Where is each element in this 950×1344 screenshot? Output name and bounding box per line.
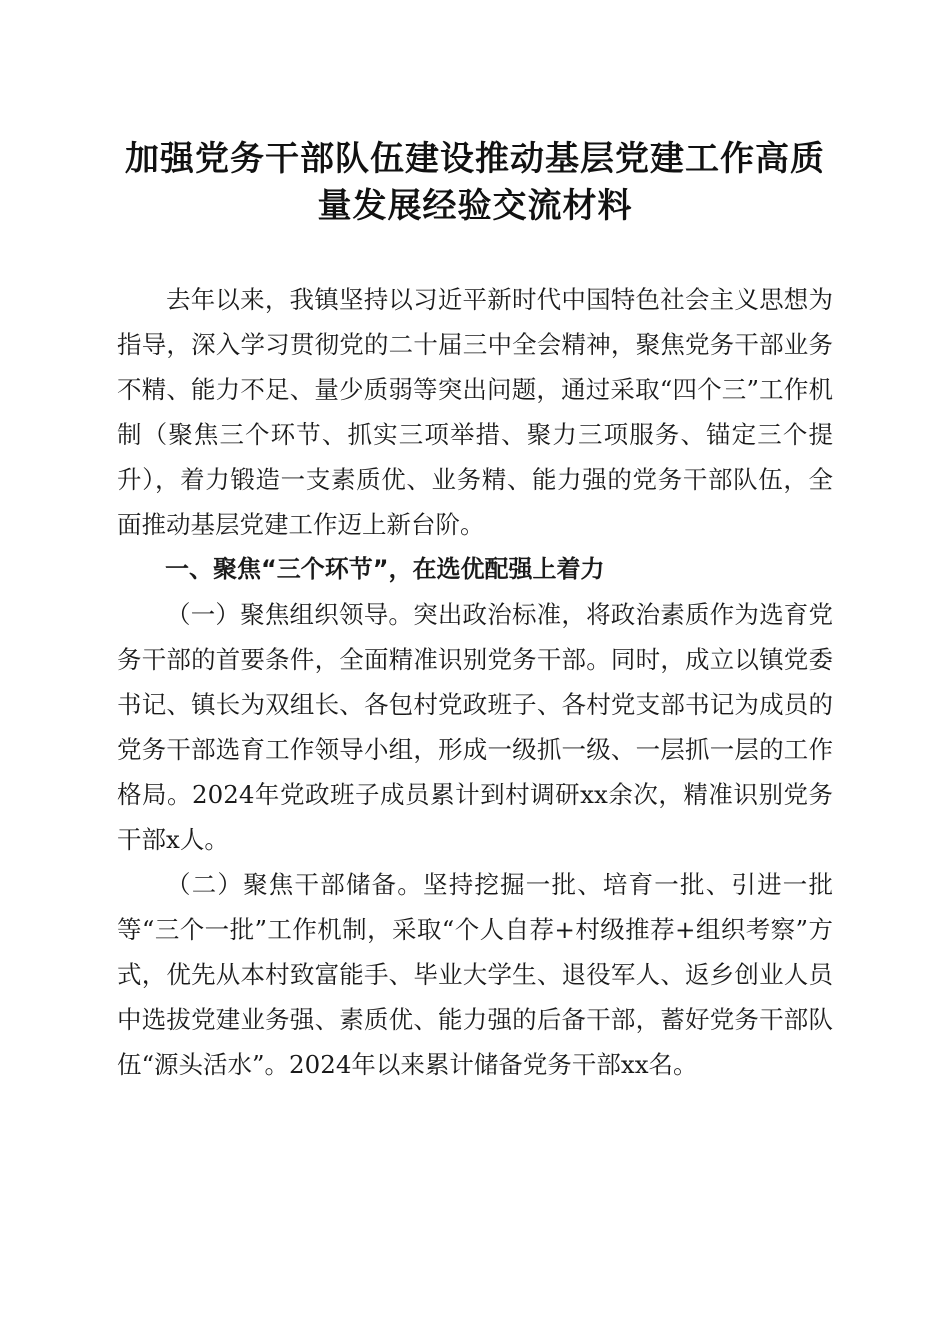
section1-item2-paragraph: （二）聚焦干部储备。坚持挖掘一批、培育一批、引进一批等“三个一批”工作机制，采取“个人自荐+村级推荐+组织考察”方式，优先从本村致富能手、毕业大学生、退役军人、返乡创业人员中选拔党建业务强、素质优、能力强的后备干部，蓄好党务干部队伍“源头活水”。2024年以来累计储备党务干部xx名。 <box>117 870 833 1079</box>
section-heading-1: 一、聚焦“三个环节”，在选优配强上着力 <box>165 555 605 583</box>
section1-item1-paragraph: （一）聚焦组织领导。突出政治标准，将政治素质作为选育党务干部的首要条件，全面精准识别党务干部。同时，成立以镇党委书记、镇长为双组长、各包村党政班子、各村党支部书记为成员的党务干部选育工作领导小组，形成一级抓一级、一层抓一层的工作格局。2024年党政班子成员累计到村调研xx余次，精准识别党务干部x人。 <box>117 600 833 854</box>
document-body <box>117 277 833 1087</box>
document-title: 加强党务干部队伍建设推动基层党建工作高质量发展经验交流材料 <box>125 139 825 226</box>
intro-paragraph: 去年以来，我镇坚持以习近平新时代中国特色社会主义思想为指导，深入学习贯彻党的二十届三中全会精神，聚焦党务干部业务不精、能力不足、量少质弱等突出问题，通过采取“四个三”工作机制（聚焦三个环节、抓实三项举措、聚力三项服务、锚定三个提升），着力锻造一支素质优、业务精、能力强的党务干部队伍，全面推动基层党建工作迈上新台阶。 <box>117 285 833 539</box>
